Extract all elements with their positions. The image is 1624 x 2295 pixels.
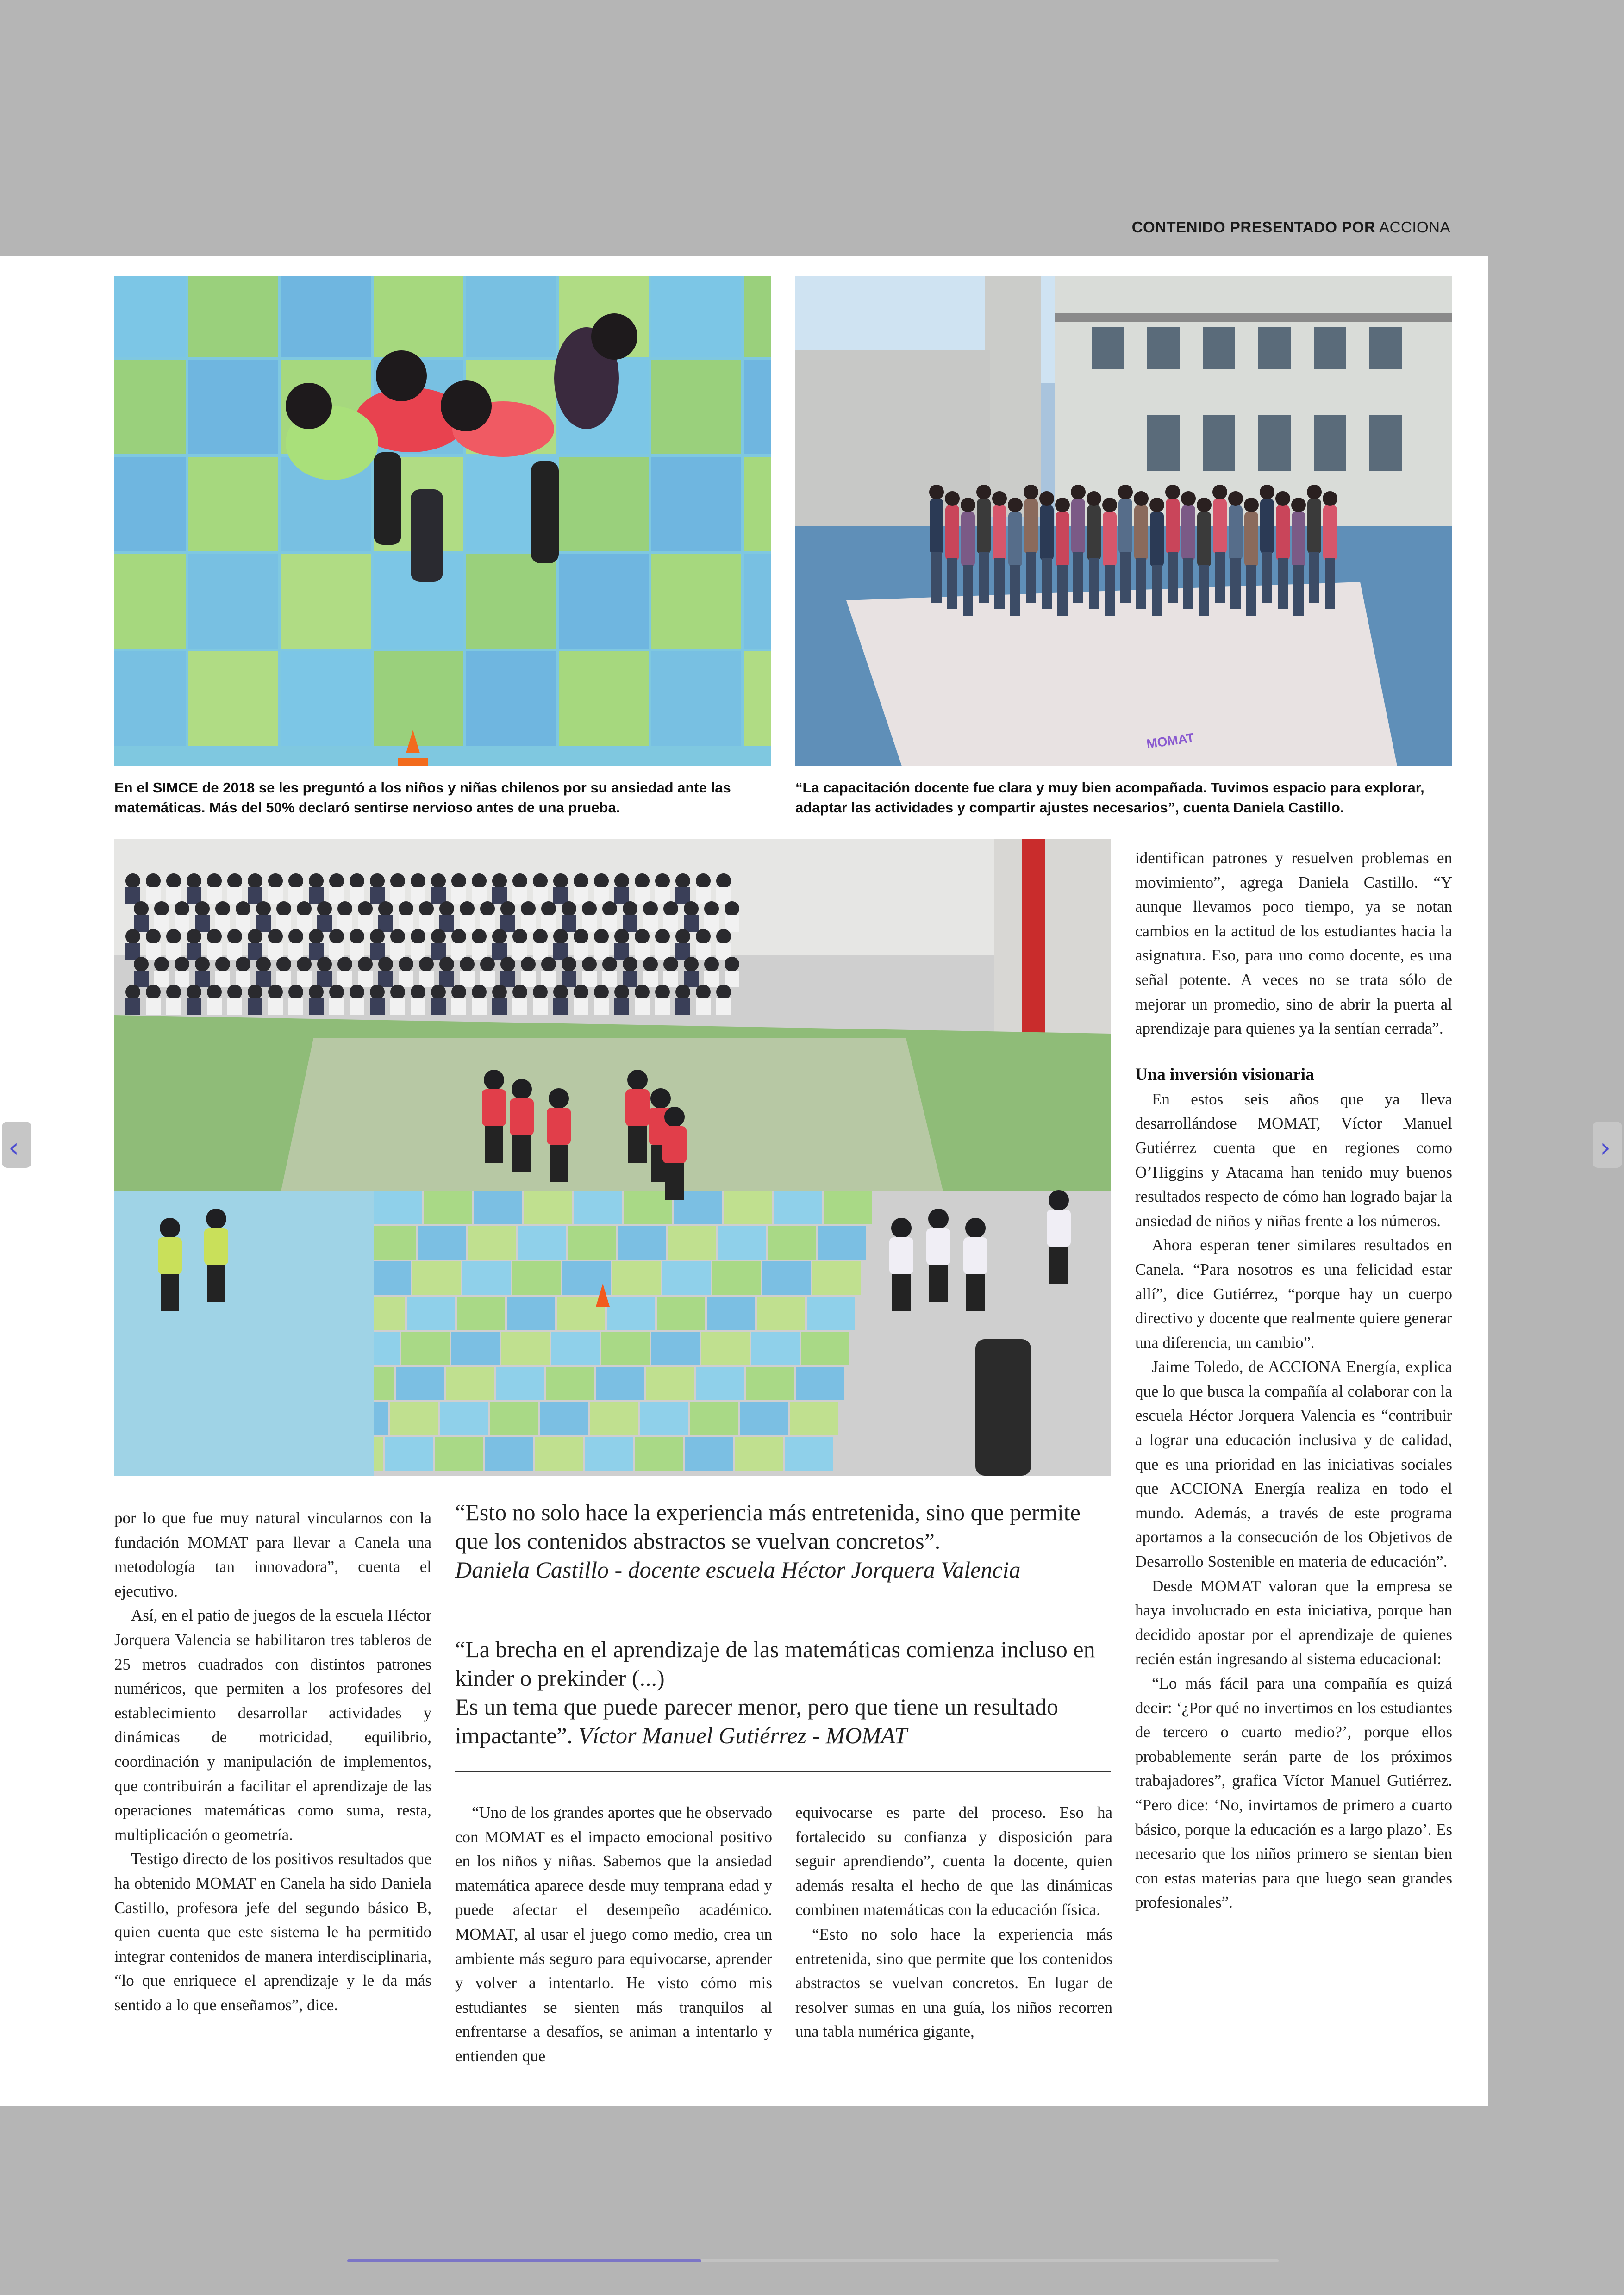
reading-progress-thumb[interactable] <box>347 2259 701 2262</box>
col4-intro: identifican patrones y resuelven problemas en movimiento”, agrega Daniela Castillo. “Y aunque llevamos poco tiempo, ya se notan cambios en la actitud de los estudiantes hacia la asignatura. Eso, para uno como docente, es una señal potente. A veces no se trata sólo de mejorar un promedio, sino de abrir la puerta al aprendizaje para quienes ya la sentían cerrada”. <box>1135 849 1452 1038</box>
col4-paragraph-5: “Lo más fácil para una compañía es quizá decir: ‘¿Por qué no invertimos en los estudiantes de tercero o cuarto medio?’, porque ellos probablemente serán parte de los próximos trabajadores”, grafica Víctor Manuel Gutiérrez. “Pero dice: ‘No, invirtamos de primero a cuarto básico, porque la educación es a largo plazo’. Es necesario que los niños primero se sientan bien con estas materias para que luego sean grandes profesionales”. <box>1135 1674 1452 1912</box>
pull-quote-2-line-1: “La brecha en el aprendizaje de las matemáticas comienza incluso en kinder o prekinder (...) <box>455 1636 1095 1691</box>
col1-paragraph-3: Testigo directo de los positivos resultados que ha obtenido MOMAT en Canela ha sido Daniela Castillo, profesora jefe del segundo básico B, quien cuenta que este sistema le ha permitido integrar contenidos de manera interdisciplinaria, “lo que enriquece el aprendizaje y le da más sentido a lo que enseñamos”, dice. <box>114 1850 431 2014</box>
col4-paragraph-3: Jaime Toledo, de ACCIONA Energía, explica que lo que busca la compañía al colaborar con la escuela Héctor Jorquera Valencia es “contribuir a lograr una educación inclusiva y de calidad, que es una prioridad en las iniciativas sociales que ACCIONA Energía realiza en todo el mundo. Además, a través de este programa aportamos a la consecución de los Objetivos de Desarrollo Sostenible en materia de educación”. <box>1135 1358 1452 1571</box>
children-math-board-photo <box>114 276 771 766</box>
col1-paragraph-1: por lo que fue muy natural vincularnos con la fundación MOMAT para llevar a Canela una metodología tan innovadora”, cuenta el ejecutivo. <box>114 1509 431 1600</box>
sponsor-prefix: CONTENIDO PRESENTADO POR <box>1131 218 1376 236</box>
chevron-right-icon[interactable]: › <box>1600 1132 1611 1163</box>
col4-paragraph-1: En estos seis años que ya lleva desarrollándose MOMAT, Víctor Manuel Gutiérrez cuenta que en regiones como O’Higgins y Atacama han tenido muy buenos resultados respecto de cómo han logrado bajar la ansiedad de niños y niñas frente a los números. <box>1135 1090 1452 1230</box>
article-column-3 <box>795 1801 1112 2044</box>
chevron-left-icon[interactable]: ‹ <box>8 1132 19 1163</box>
col2-paragraph-1: “Uno de los grandes aportes que he observado con MOMAT es el impacto emocional positivo en los niños y niñas. Sabemos que la ansiedad matemática aparece desde muy temprana edad y puede afectar el desempeño académico. MOMAT, al usar el juego como medio, crea un ambiente más seguro para equivocarse, aprender y volver a intentarlo. He visto cómo mis estudiantes se sienten más tranquilos al enfrentarse a desafíos, se animan a intentarlo y entienden que <box>455 1803 772 2065</box>
article-column-2 <box>455 1801 772 2069</box>
caption-right: “La capacitación docente fue clara y muy bien acompañada. Tuvimos espacio para explorar, adaptar las actividades y compartir ajustes necesarios”, cuenta Daniela Castillo. <box>795 780 1424 816</box>
schoolyard-event-photo <box>114 839 1111 1476</box>
pull-quote-2-line-2: Es un tema que puede parecer menor, pero que tiene un resultado impactante”. <box>455 1694 1059 1748</box>
pull-quote-2 <box>455 1635 1111 1750</box>
teachers-training-photo <box>795 276 1452 766</box>
momat-board-logo: MOMAT <box>1145 730 1195 751</box>
pull-quote-1 <box>455 1498 1111 1584</box>
quote-divider <box>455 1771 1111 1772</box>
section-heading: Una inversión visionaria <box>1135 1065 1314 1084</box>
pull-quote-1-attribution: Daniela Castillo - docente escuela Héctor Jorquera Valencia <box>455 1557 1021 1583</box>
reading-progress-bar[interactable] <box>347 2259 1279 2262</box>
col3-paragraph-1: equivocarse es parte del proceso. Eso ha fortalecido su confianza y disposición para seguir aprendiendo”, cuenta la docente, quien además resalta el hecho de que las dinámicas combinen matemáticas con la educación física. <box>795 1803 1112 1919</box>
col4-paragraph-2: Ahora esperan tener similares resultados en Canela. “Para nosotros es una felicidad estar allí”, dice Gutiérrez, “porque hay un cuerpo directivo y docente que realmente quiere generar una diferencia, un cambio”. <box>1135 1236 1452 1352</box>
pull-quote-2-attribution: Víctor Manuel Gutiérrez - MOMAT <box>578 1722 907 1748</box>
col1-paragraph-2: Así, en el patio de juegos de la escuela Héctor Jorquera Valencia se habilitaron tres tableros de 25 metros cuadrados con distintos patrones numéricos, que permiten a los profesores del establecimiento desarrollar actividades y dinámicas de motricidad, equilibrio, coordinación y manipulación de implementos, que contribuirán a facilitar el aprendizaje de las operaciones matemáticas como suma, resta, multiplicación o geometría. <box>114 1606 431 1844</box>
article-column-1 <box>114 1506 431 2017</box>
pull-quote-1-text: “Esto no solo hace la experiencia más entretenida, sino que permite que los contenidos abstractos se vuelvan concretos”. <box>455 1499 1081 1554</box>
article-column-4 <box>1135 846 1452 1915</box>
col3-paragraph-2: “Esto no solo hace la experiencia más entretenida, sino que permite que los contenidos abstractos se vuelvan concretos. En lugar de resolver sumas en una guía, los niños recorren una tabla numérica gigante, <box>795 1925 1112 2041</box>
col4-paragraph-4: Desde MOMAT valoran que la empresa se haya involucrado en esta iniciativa, porque han decidido apostar por el aprendizaje de quienes recién están ingresando al sistema educacional: <box>1135 1577 1452 1668</box>
sponsor-credit <box>1132 218 1450 236</box>
sponsor-brand: ACCIONA <box>1379 218 1450 236</box>
caption-left: En el SIMCE de 2018 se les preguntó a los niños y niñas chilenos por su ansiedad ante las matemáticas. Más del 50% declaró sentirse nervioso antes de una prueba. <box>114 780 731 816</box>
